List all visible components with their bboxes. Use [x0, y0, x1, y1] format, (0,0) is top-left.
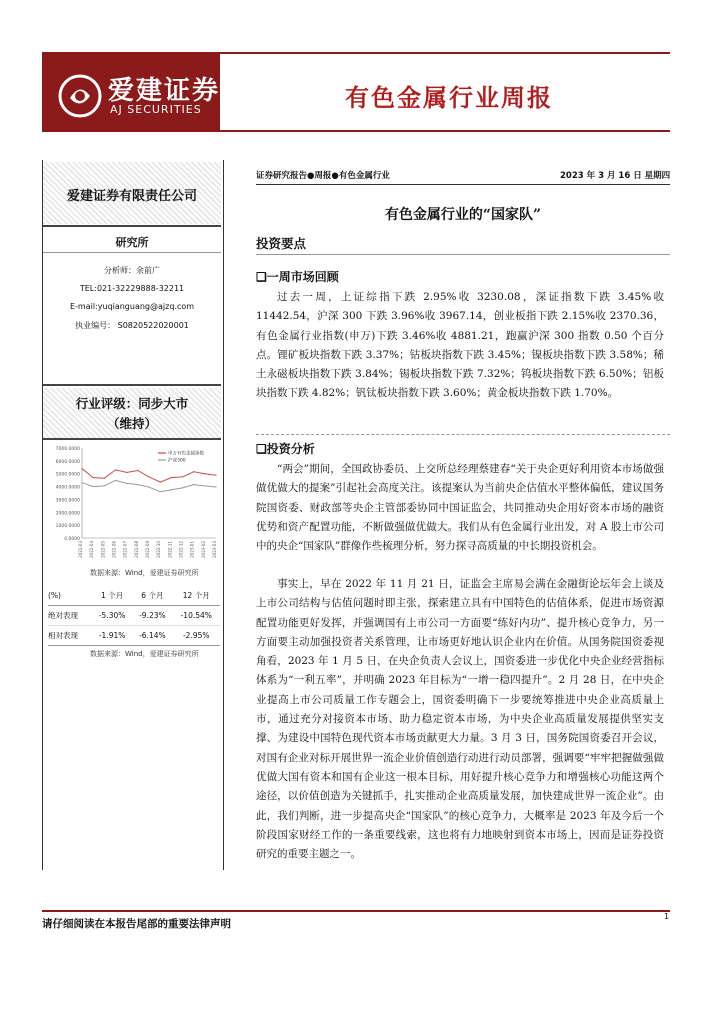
table-header-row — [48, 586, 220, 606]
legend-label: 申万有色金属指数 — [168, 451, 204, 457]
page-number: 1 — [664, 912, 670, 921]
data-point — [93, 486, 94, 487]
meta-rule — [256, 184, 670, 185]
data-point — [137, 470, 138, 471]
report-title: 有色金属行业周报 — [345, 83, 553, 112]
sidebar-rule — [43, 225, 221, 227]
data-point — [193, 484, 194, 485]
series-line-1 — [82, 480, 216, 491]
breadcrumb: 证券研究报告●周报●有色金属行业 — [256, 171, 390, 181]
data-point — [81, 468, 82, 469]
analysis-paragraph-1: “两会”期间，全国政协委员、上交所总经理蔡建春“关于央企更好利用资本市场做强做优做大的提案”引起社会高度关注。该提案认为当前央企估值水平整体偏低，建议国务院国资委、财政部等央企主管部委协同中国证监会，共同推动央企用好资本市场的融资优势和资产配置功能，不断做强做优做大。我们从有色金属行业出发，对 A 股上市公司中的央企“国家队”群像作些梳理分析，努力探寻高质量的中长期投资机会。 — [256, 463, 664, 553]
legend-label: 沪深300 — [168, 458, 186, 464]
chart-source: 数据来源：Wind，爱建证券研究所 — [90, 569, 199, 577]
data-point — [182, 487, 183, 488]
analyst-email: E-mail:yuqianguang@ajzq.com — [69, 302, 195, 311]
y-tick-label: 4000.0000 — [55, 485, 80, 491]
footer-rule — [42, 910, 670, 912]
data-point — [171, 477, 172, 478]
section-heading-investment-analysis: ❑投资分析 — [256, 442, 315, 456]
logo-text-cn: 爱建证券 — [108, 76, 221, 106]
data-point — [137, 484, 138, 485]
sidebar-rule — [43, 438, 221, 440]
sidebar-rule — [43, 252, 221, 253]
x-tick-label: 2022-11 — [167, 541, 173, 558]
data-point — [115, 469, 116, 470]
x-tick-label: 2022-05 — [100, 541, 106, 558]
data-point — [160, 481, 161, 482]
x-tick-label: 2022-08 — [133, 541, 139, 558]
analysis-paragraph-2: 事实上，早在 2022 年 11 月 21 日，证监会主席易会满在金融街论坛年会上谈及上市公司结构与估值问题时即主张，探索建立具有中国特色的估值体系，促进市场资源配置功能更好发挥，并强调国有上市公司一方面要“练好内功”、提升核心竞争力，另一方面要主动加强投资者关系管理，让市场更好地认识企业内在价值。从国务院国资委视角看，2023 年 1 月 5 日，在央企负责人会议上，国资委进一步优化中央企业经营指标体系为“一利五率”，并明确 2023 年目标为“一增一稳四提升”。2 月 28 日，在中央企业提高上市公司质量工作专题会上，国资委明确下一步要统筹推进中央企业高质量上市，通过充分对接资本市场、助力稳定资本市场，为中央企业高质量发展提供坚实支撑、为建设中国特色现代资本市场贡献更大力量。3 月 3 日，国务院国资委召开会议，对国有企业对标开展世界一流企业价值创造行动进行动员部署，强调要“牢牢把握做强做优做大国有资本和国有企业这一根本目标，用好提升核心竞争力和增强核心功能这两个途径，以价值创造为关键抓手，扎实推动企业高质量发展，加快建成世界一流企业”。由此，我们判断，进一步提高央企“国家队”的核心竞争力，大概率是 2023 年及今后一个阶段国家财经工作的一条重要线索，这也将有力地映射到资本市场上，因而是证券投资研究的重要主题之一。 — [256, 578, 664, 861]
logo-icon — [58, 74, 102, 118]
table-header: 12 个月 — [182, 591, 210, 600]
y-tick-label: 1000.0000 — [55, 524, 80, 530]
page-title: 有色金属行业的“国家队” — [384, 207, 542, 223]
data-point — [171, 489, 172, 490]
data-point — [104, 485, 105, 486]
x-tick-label: 2022-03 — [78, 541, 83, 558]
data-point — [115, 480, 116, 481]
x-tick-label: 2022-06 — [111, 541, 117, 558]
row-label: 绝对表现 — [48, 611, 78, 620]
cell: -2.95% — [182, 631, 210, 640]
x-tick-label: 2023-03 — [212, 541, 217, 558]
analyst-name: 分析师：余前广 — [104, 266, 160, 275]
data-point — [160, 491, 161, 492]
key-points-heading: 投资要点 — [256, 236, 307, 251]
rating-line-2: （维持） — [106, 416, 157, 431]
data-point — [126, 472, 127, 473]
cell: -9.23% — [139, 611, 166, 620]
performance-table — [48, 586, 220, 646]
data-point — [81, 482, 82, 483]
table-row — [48, 606, 220, 626]
x-tick-label: 2023-01 — [189, 541, 195, 558]
index-line-chart — [48, 442, 220, 562]
table-row — [48, 626, 220, 646]
legal-disclaimer-notice: 请仔细阅读在本报告尾部的重要法律声明 — [42, 918, 231, 930]
table-header: (%) — [48, 591, 61, 600]
section-heading-market-review: ❑一周市场回顾 — [256, 270, 339, 284]
cell: -6.14% — [139, 631, 166, 640]
x-tick-label: 2022-12 — [178, 541, 184, 558]
cell: -10.54% — [180, 611, 212, 620]
y-tick-label: 3000.0000 — [55, 498, 80, 504]
company-name: 爱建证券有限责任公司 — [66, 189, 197, 204]
analyst-tel: TEL:021-32229888-32211 — [79, 284, 185, 293]
data-point — [182, 476, 183, 477]
y-tick-label: 5000.0000 — [55, 472, 80, 478]
data-point — [204, 473, 205, 474]
key-points-rule — [256, 254, 670, 255]
industry-rating — [43, 394, 221, 434]
institute-title: 研究所 — [115, 236, 149, 249]
row-label: 相对表现 — [48, 631, 78, 640]
y-tick-label: 7000.0000 — [55, 447, 80, 452]
y-tick-label: 6000.0000 — [55, 459, 80, 465]
data-point — [215, 486, 216, 487]
data-point — [148, 487, 149, 488]
y-tick-label: 0.0000 — [64, 537, 80, 542]
section-divider — [256, 434, 670, 436]
cell: -1.91% — [98, 631, 126, 640]
data-point — [204, 485, 205, 486]
data-point — [93, 477, 94, 478]
rating-line-1: 行业评级：同步大市 — [75, 396, 189, 411]
y-tick-label: 2000.0000 — [55, 511, 80, 517]
x-tick-label: 2022-10 — [156, 541, 162, 558]
sidebar-rule — [43, 384, 221, 386]
market-review-text: 过去一周，上证综指下跌 2.95%收 3230.08，深证指数下跌 3.45%收 11442.54，沪深 300 下跌 3.96%收 3967.14，创业板指下跌 2.15%收 2370.36，有色金属行业指数(申万)下跌 3.46%收 4881.21，跑赢沪深 300 指数 0.50 个百分点。锂矿板块指数下跌 3.37%；钴板块指数下跌 3.45%；镍板块指数下跌 3.58%；稀土永磁板块指数下跌 3.84%；锡板块指数下跌 7.32%；钨板块指数下跌 6.50%；铝板块指数下跌 4.82%；钒钛板块指数下跌 3.60%；黄金板块指数下跌 1.70%。 — [256, 291, 664, 400]
data-point — [215, 475, 216, 476]
data-point — [126, 483, 127, 484]
analyst-license: 执业编号： S0820522020001 — [75, 321, 189, 330]
table-source: 数据来源：Wind，爱建证券研究所 — [90, 650, 199, 658]
series-line-0 — [82, 469, 216, 483]
x-tick-label: 2022-04 — [89, 541, 95, 558]
data-point — [104, 478, 105, 479]
data-point — [193, 471, 194, 472]
x-tick-label: 2023-02 — [200, 541, 206, 558]
x-tick-label: 2022-09 — [145, 541, 150, 558]
x-tick-label: 2022-07 — [122, 541, 128, 558]
table-header: 6 个月 — [141, 591, 164, 600]
data-point — [148, 476, 149, 477]
logo-text-en: AJ SECURITIES — [110, 103, 202, 116]
header-bottom-rule — [220, 130, 670, 132]
cell: -5.30% — [98, 611, 126, 620]
table-header: 1 个月 — [101, 591, 124, 600]
report-date: 2023 年 3 月 16 日 星期四 — [560, 171, 671, 181]
